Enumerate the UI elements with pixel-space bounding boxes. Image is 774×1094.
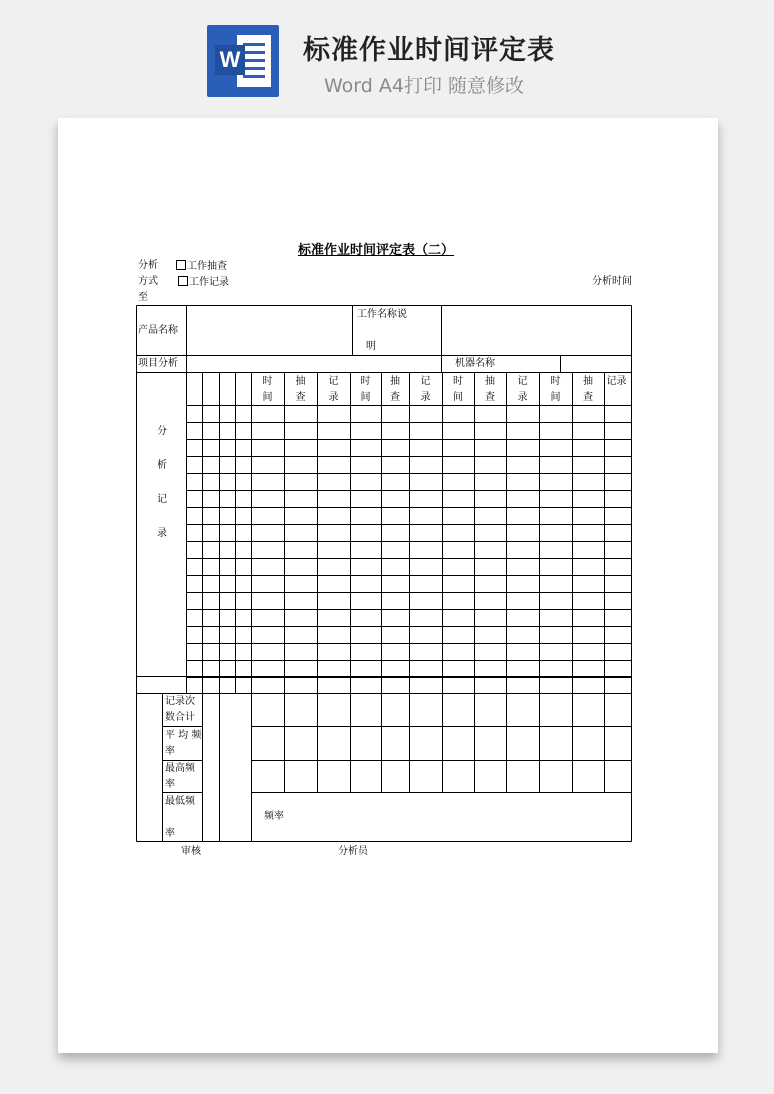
word-letter: W (215, 45, 245, 75)
banner-subtitle: Word A4打印 随意修改 (324, 75, 525, 97)
side-label-char: 记 (157, 494, 167, 505)
summary-label: 率 (165, 779, 175, 790)
column-header-char: 间 (262, 392, 273, 403)
banner-title: 标准作业时间评定表 (303, 35, 555, 66)
column-header-char: 间 (360, 392, 371, 403)
column-header-char: 间 (453, 392, 463, 403)
column-header-char: 录 (420, 392, 431, 403)
column-header-char: 记 (420, 376, 431, 387)
project-analysis-label: 项目分析 (138, 358, 178, 369)
column-header-char: 查 (295, 392, 306, 403)
column-header-char: 抽 (485, 376, 495, 387)
analysis-time-label: 分析时间 (592, 276, 632, 287)
summary-label: 平 均 频 (165, 730, 202, 741)
summary-label: 率 (165, 746, 175, 757)
column-header-char: 抽 (390, 376, 400, 387)
side-label-char: 录 (157, 528, 167, 539)
summary-label: 记录次 (165, 696, 195, 707)
column-header-char: 抽 (295, 376, 306, 387)
document-title: 标准作业时间评定表（二） (298, 243, 455, 258)
column-header-char: 查 (583, 392, 593, 403)
product-name-label: 产品名称 (138, 325, 178, 336)
work-name-label-2: 明 (366, 341, 376, 352)
analysis-label-2: 方式 (138, 276, 158, 287)
option-work-sampling[interactable]: 工作抽查 (176, 260, 227, 273)
work-name-label-1: 工作名称说 (357, 309, 407, 320)
column-header-char: 时 (453, 376, 463, 387)
frequency-label: 频率 (264, 811, 284, 822)
analysis-label-3: 至 (138, 292, 148, 303)
column-header-char: 间 (550, 392, 561, 403)
column-header-char: 抽 (583, 376, 593, 387)
summary-label: 率 (165, 828, 175, 839)
side-label-char: 析 (157, 460, 167, 471)
column-header-char: 记 (328, 376, 339, 387)
column-header-char: 查 (390, 392, 400, 403)
summary-label: 最低频 (165, 796, 195, 807)
analysis-label-1: 分析 (138, 260, 158, 271)
summary-label: 最高频 (165, 763, 195, 774)
column-header-char: 查 (485, 392, 495, 403)
column-header-char: 记录 (606, 376, 627, 387)
summary-label: 数合计 (165, 712, 195, 723)
reviewer-label: 审核 (181, 846, 201, 857)
column-header-char: 时 (262, 376, 273, 387)
column-header-char: 时 (360, 376, 371, 387)
column-header-char: 录 (517, 392, 528, 403)
column-header-char: 时 (550, 376, 561, 387)
machine-name-label: 机器名称 (455, 358, 495, 369)
option-work-record[interactable]: 工作记录 (178, 276, 229, 289)
analyst-label: 分析员 (338, 846, 368, 857)
column-header-char: 录 (328, 392, 339, 403)
side-label-char: 分 (157, 426, 167, 437)
column-header-char: 记 (517, 376, 528, 387)
